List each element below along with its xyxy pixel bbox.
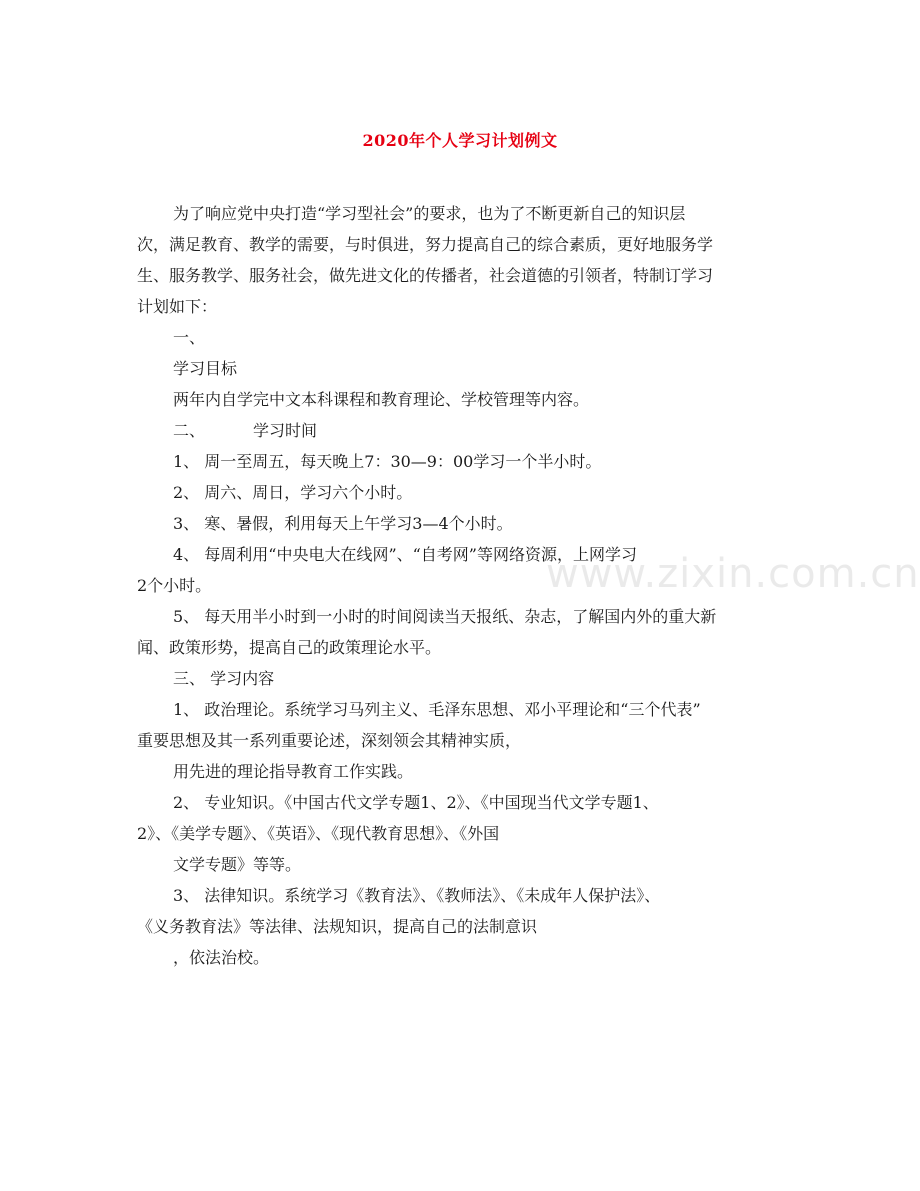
time-item-5: 5、 每天用半小时到一小时的时间阅读当天报纸、杂志，了解国内外的重大新	[173, 607, 717, 626]
time-item-5-cont: 闻、政策形势，提高自己的政策理论水平。	[137, 638, 442, 657]
intro-line: 计划如下：	[137, 297, 218, 316]
content-item-3-cont: 《义务教育法》等法律、法规知识，提高自己的法制意识	[137, 917, 538, 936]
time-item-3: 3、 寒、暑假，利用每天上午学习3—4个小时。	[173, 514, 513, 533]
time-item-1: 1、 周一至周五，每天晚上7：30—9：00学习一个半小时。	[173, 452, 602, 471]
intro-line: 为了响应党中央打造“学习型社会”的要求，也为了不断更新自己的知识层	[173, 204, 686, 223]
time-item-4-cont: 2个小时。	[137, 576, 212, 595]
document-body	[137, 198, 787, 973]
document-title: 2020年个人学习计划例文	[362, 131, 558, 150]
section-1-text: 两年内自学完中文本科课程和教育理论、学校管理等内容。	[173, 390, 590, 409]
intro-line: 生、服务教学、服务社会，做先进文化的传播者，社会道德的引领者，特制订学习	[137, 266, 714, 285]
section-1-title: 学习目标	[173, 359, 238, 378]
section-3-heading: 三、 学习内容	[173, 669, 275, 688]
watermark: www.zixin.com.cn	[546, 551, 920, 597]
section-1-number: 一、	[173, 328, 206, 347]
content-item-2-cont: 文学专题》等等。	[173, 855, 302, 874]
section-2-title: 学习时间	[253, 421, 318, 440]
time-item-4: 4、 每周利用“中央电大在线网”、“自考网”等网络资源，上网学习	[173, 545, 637, 564]
intro-line: 次，满足教育、教学的需要，与时俱进，努力提高自己的综合素质，更好地服务学	[137, 235, 714, 254]
content-item-3: 3、 法律知识。系统学习《教育法》、《教师法》、《未成年人保护法》、	[173, 886, 661, 905]
content-item-2-cont: 2》、《美学专题》、《英语》、《现代教育思想》、《外国	[137, 824, 500, 843]
section-2-heading	[137, 415, 787, 446]
time-item-2: 2、 周六、周日，学习六个小时。	[173, 483, 413, 502]
section-2-number: 二、	[173, 421, 206, 440]
content-item-1-cont: 用先进的理论指导教育工作实践。	[173, 762, 414, 781]
content-item-1: 1、 政治理论。系统学习马列主义、毛泽东思想、邓小平理论和“三个代表”	[173, 700, 701, 719]
content-item-2: 2、 专业知识。《中国古代文学专题1、2》、《中国现当代文学专题1、	[173, 793, 659, 812]
content-item-1-cont: 重要思想及其一系列重要论述，深刻领会其精神实质，	[137, 731, 522, 750]
content-item-3-cont: ，依法治校。	[173, 948, 270, 967]
